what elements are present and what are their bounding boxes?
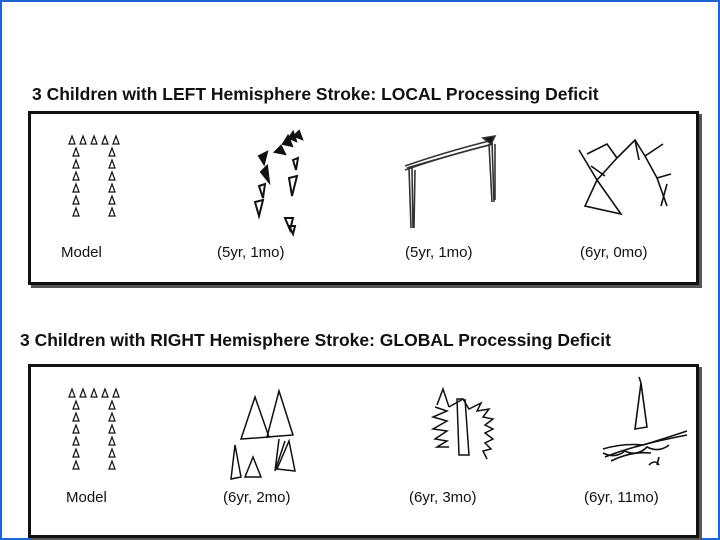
small-triangle (91, 136, 97, 144)
small-triangle (73, 413, 79, 421)
right-stroke-drawings (31, 367, 696, 535)
small-triangle (109, 196, 115, 204)
small-triangle (102, 136, 108, 144)
child-drawing-4 (231, 391, 295, 479)
small-triangle (73, 401, 79, 409)
small-triangle (109, 184, 115, 192)
small-triangle (109, 413, 115, 421)
caption-drawing-1: (5yr, 1mo) (217, 244, 285, 261)
small-triangle (80, 389, 86, 397)
small-triangle (113, 389, 119, 397)
small-triangle (109, 401, 115, 409)
left-stroke-heading: 3 Children with LEFT Hemisphere Stroke: LOCAL Processing Deficit (32, 84, 599, 104)
small-triangle (113, 136, 119, 144)
small-triangle (73, 461, 79, 469)
small-triangle (109, 449, 115, 457)
small-triangle (109, 208, 115, 216)
small-triangle (80, 136, 86, 144)
small-triangle (109, 148, 115, 156)
caption-drawing-4: (6yr, 2mo) (223, 489, 291, 506)
left-stroke-panel (28, 111, 699, 285)
small-triangle (73, 425, 79, 433)
small-triangle (109, 160, 115, 168)
child-drawing-1 (255, 131, 302, 234)
small-triangle (109, 461, 115, 469)
small-triangle (73, 160, 79, 168)
caption-drawing-3: (6yr, 0mo) (580, 244, 648, 261)
small-triangle (73, 437, 79, 445)
child-drawing-3 (579, 140, 671, 214)
caption-drawing-6: (6yr, 11mo) (584, 489, 659, 506)
caption-drawing-5: (6yr, 3mo) (409, 489, 477, 506)
right-stroke-heading: 3 Children with RIGHT Hemisphere Stroke: GLOBAL Processing Deficit (20, 330, 611, 350)
small-triangle (73, 208, 79, 216)
small-triangle (109, 425, 115, 433)
small-triangle (69, 389, 75, 397)
child-drawing-6 (603, 377, 687, 465)
small-triangle (102, 389, 108, 397)
small-triangle (73, 184, 79, 192)
right-stroke-panel (28, 364, 699, 538)
model-drawing-global (69, 389, 119, 469)
small-triangle (73, 196, 79, 204)
child-drawing-2 (405, 136, 495, 228)
small-triangle (73, 148, 79, 156)
small-triangle (69, 136, 75, 144)
small-triangle (73, 449, 79, 457)
small-triangle (73, 172, 79, 180)
caption-model: Model (61, 244, 102, 261)
model-drawing-local (69, 136, 119, 216)
caption-model-2: Model (66, 489, 107, 506)
caption-drawing-2: (5yr, 1mo) (405, 244, 473, 261)
child-drawing-5 (433, 389, 493, 459)
small-triangle (91, 389, 97, 397)
small-triangle (109, 172, 115, 180)
small-triangle (109, 437, 115, 445)
